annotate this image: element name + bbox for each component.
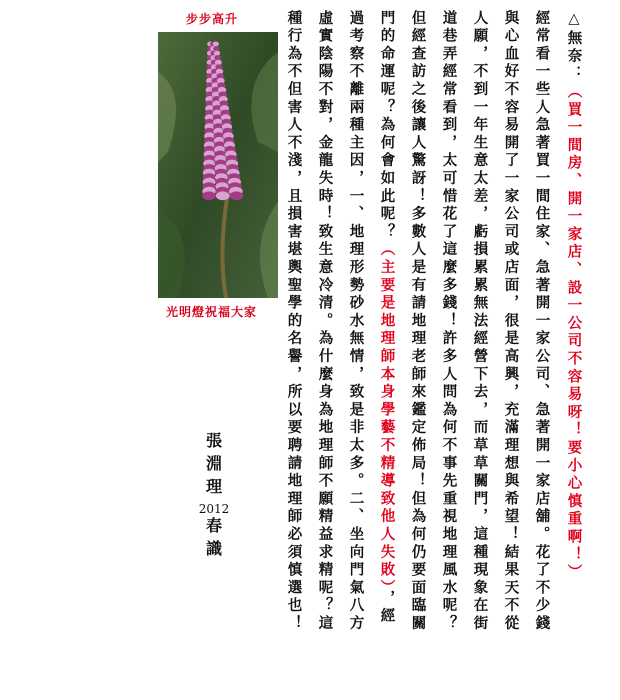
article-heading-column bbox=[566, 10, 581, 582]
signature-char-5: 識 bbox=[205, 539, 222, 558]
flower-floret bbox=[213, 46, 219, 51]
signature-char-3: 理 bbox=[205, 477, 222, 496]
flower-floret bbox=[202, 191, 216, 200]
flower-floret bbox=[214, 55, 221, 60]
article-column-1: 經常看一些人急著買一間住家、急著開一家公司、急著開一家店舖。花了不少錢 bbox=[533, 10, 551, 633]
flower-floret bbox=[216, 191, 230, 200]
article-heading: △無奈： bbox=[565, 10, 583, 84]
signature-year: 2012 bbox=[198, 502, 230, 516]
article-column-4: 道巷弄經常看到，太可惜花了這麼多錢！許多人問為何不事先重視地理風水呢？ bbox=[440, 10, 458, 633]
flower-caption-bottom: 光明燈祝福大家 bbox=[166, 305, 258, 319]
article-column-9: 種行為不但害人不淺，且損害堪輿聖學的名譽，所以要聘請地理師必須慎選也！ bbox=[285, 10, 303, 633]
flower-photo bbox=[158, 32, 278, 298]
signature-char-4: 春 bbox=[205, 516, 222, 535]
article-column-6 bbox=[379, 10, 394, 626]
article-title: （買一間房、開一家店、設一公司不容易呀！要小心慎重啊！） bbox=[565, 83, 583, 583]
article-highlight: （主要是地理師本身學藝不精導致他人失敗） bbox=[378, 241, 396, 591]
flower-floret bbox=[214, 51, 220, 56]
article-column-6-post: ，經 bbox=[378, 590, 396, 626]
signature-char-2: 淵 bbox=[205, 454, 222, 473]
article-column-5: 但經查訪之後讓人驚訝！多數人是有請地理老師來鑑定佈局！但為何仍要面臨關 bbox=[409, 10, 427, 633]
signature-char-1: 張 bbox=[205, 431, 222, 450]
article-column-8: 虛實陰陽不對，金龍失時！致生意冷清。為什麼身為地理師不願精益求精呢？這 bbox=[316, 10, 334, 633]
flower-floret bbox=[213, 42, 219, 47]
flower-floret bbox=[230, 191, 244, 200]
article-column-7: 過考察不離兩種主因，一、地理形勢砂水無情，致是非太多。二、坐向門氣八方 bbox=[347, 10, 365, 633]
flower-caption-top: 步步高升 bbox=[186, 12, 239, 26]
article-column-2: 與心血好不容易開了一家公司或店面，很是高興，充滿理想與希望！結果天不從 bbox=[502, 10, 520, 633]
article-column-6-pre: 門的命運呢？為何會如此呢？ bbox=[378, 10, 396, 242]
article-column-3: 人願，不到一年生意太差，虧損累累無法經營下去，而草草關門，這種現象在街 bbox=[471, 10, 489, 633]
